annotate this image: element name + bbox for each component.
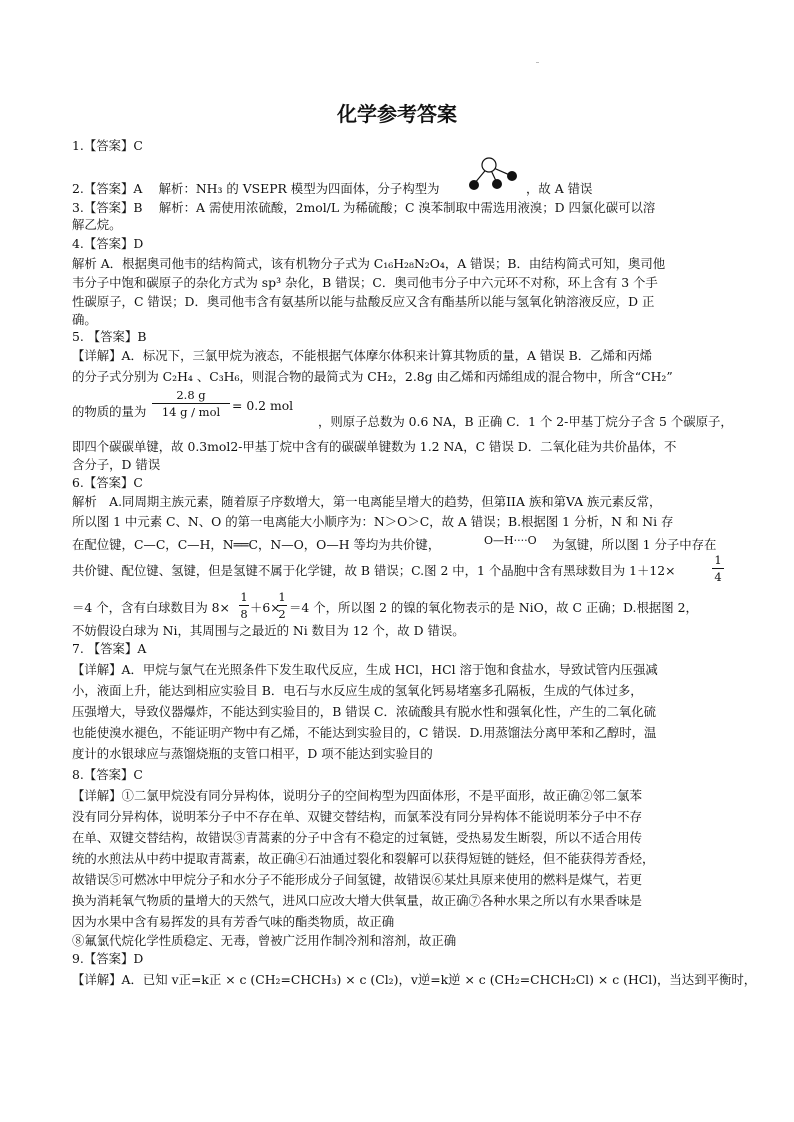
eighth-fraction	[239, 590, 249, 621]
answer-line: 在单、双键交替结构，故错误③青蒿素的分子中含有不稳定的过氧链，受热易发生断裂，所以不适合用传	[72, 830, 642, 845]
quarter-fraction	[712, 553, 724, 584]
answer-line: 统的水煎法从中药中提取青蒿素，故正确④石油通过裂化和裂解可以获得短链的链烃，但不能获得芳香烃，	[72, 851, 655, 866]
answer-line: 1.【答案】C	[72, 138, 143, 153]
answer-line: 故错误⑤可燃冰中甲烷分子和水分子不能形成分子间氢键，故错误⑥某灶具原来使用的燃料是煤气，若更	[72, 872, 642, 887]
answer-line: 7. 【答案】A	[72, 641, 147, 656]
answer-line: 性碳原子，C 错误；D．奥司他韦含有氨基所以能与盐酸反应又含有酯基所以能与氢氧化钠溶液反应，D 正	[72, 294, 655, 309]
answer-line: 压强增大，导致仪器爆炸，不能达到实验目的，B 错误 C．浓硫酸具有脱水性和强氧化性，产生的二氧化硫	[72, 704, 657, 719]
answer-line: 因为水果中含有易挥发的具有芳香气味的酯类物质，故正确	[72, 914, 395, 929]
bent-molecule-icon	[464, 156, 520, 196]
fraction-numerator: 1	[278, 590, 286, 604]
answer-line: 解析 A.同周期主族元素，随着原子序数增大，第一电离能呈增大的趋势，但第IIA 族和第VA 族元素反常，	[72, 494, 662, 509]
page-title: 化学参考答案	[337, 102, 457, 126]
scan-speck	[536, 62, 539, 63]
hydrogen-bond-label: O—H····O	[484, 534, 537, 547]
answer-line: 小，液面上升，能达到相应实验目 B．电石与水反应生成的氢氧化钙易堵塞多孔隔板，生成的气体过多，	[72, 683, 643, 698]
answer-line: ＋6×	[250, 600, 281, 615]
answer-line: ＝4 个，所以图 2 的镍的氧化物表示的是 NiO，故 C 正确；D.根据图 2，	[289, 600, 698, 615]
answer-line: 所以图 1 中元素 C、N、O 的第一电离能大小顺序为：N＞O＞C，故 A 错误；B.根据图 1 分析，N 和 Ni 存	[72, 514, 674, 529]
answer-line: 8.【答案】C	[72, 767, 143, 782]
fraction-numerator: 2.8 g	[176, 388, 206, 402]
answer-line: 不妨假设白球为 Ni，其周围与之最近的 Ni 数目为 12 个，故 D 错误。	[72, 623, 465, 638]
answer-line: 的分子式分别为 C₂H₄ 、C₃H₆，则混合物的最简式为 CH₂，2.8g 由乙烯和丙烯组成的混合物中，所含“CH₂”	[72, 369, 673, 384]
half-fraction	[277, 590, 287, 621]
answer-line: 2.【答案】A 解析：NH₃ 的 VSEPR 模型为四面体，分子构型为	[72, 181, 440, 196]
answer-line: 换为消耗氧气物质的量增大的天然气，进风口应改大增大供氧量，故正确⑦各种水果之所以有水果香味是	[72, 893, 642, 908]
answer-line: 含分子，D 错误	[72, 457, 161, 472]
answer-line: 没有同分异构体，说明苯分子中不存在单、双键交替结构，而氯苯没有同分异构体不能说明苯分子中不存	[72, 809, 642, 824]
answer-line: 也能使溴水褪色，不能证明产物中有乙烯，不能达到实验目的，C 错误．D.用蒸馏法分离甲苯和乙醇时，温	[72, 725, 657, 740]
answer-line: 为氢键，所以图 1 分子中存在	[552, 537, 717, 552]
answer-line: 【详解】A．甲烷与氯气在光照条件下发生取代反应，生成 HCl，HCl 溶于饱和食盐水，导致试管内压强减	[72, 662, 658, 677]
answer-line: 5. 【答案】B	[72, 329, 147, 344]
fraction-numerator: 1	[240, 590, 248, 604]
answer-line: ，故 A 错误	[526, 181, 593, 196]
answer-line: 即四个碳碳单键，故 0.3mol2-甲基丁烷中含有的碳碳单键数为 1.2 NA，C 错误 D．二氧化硅为共价晶体，不	[72, 439, 677, 454]
answer-line: 【详解】①二氯甲烷没有同分异构体，说明分子的空间构型为四面体形，不是平面形，故正确②邻二氯苯	[72, 788, 642, 803]
answer-line: 6.【答案】C	[72, 475, 143, 490]
answer-line: 4.【答案】D	[72, 236, 144, 251]
fraction-denominator: 14 g / mol	[161, 405, 221, 419]
answer-line: ＝4 个，含有白球数目为 8×	[72, 600, 230, 615]
fraction-denominator: 8	[240, 607, 248, 621]
mol-fraction	[152, 388, 230, 419]
answer-line: 韦分子中饱和碳原子的杂化方式为 sp³ 杂化，B 错误；C．奥司他韦分子中六元环不对称，环上含有 3 个手	[72, 275, 658, 290]
answer-line: 的物质的量为	[72, 404, 147, 419]
fraction-result: = 0.2 mol	[232, 398, 294, 413]
fraction-numerator: 1	[714, 553, 722, 567]
answer-line: ⑧氟氯代烷化学性质稳定、无毒，曾被广泛用作制冷剂和溶剂，故正确	[72, 933, 457, 948]
answer-line: 【详解】A．标况下，三氯甲烷为液态，不能根据气体摩尔体积来计算其物质的量，A 错误 B．乙烯和丙烯	[72, 348, 653, 363]
answer-line: 9.【答案】D	[72, 951, 144, 966]
answer-line: 解乙烷。	[72, 217, 122, 232]
answer-line: 在配位键，C—C，C—H，N══C，N—O，O—H 等均为共价键，	[72, 537, 441, 552]
answer-line: 共价键、配位键、氢键，但是氢键不属于化学键，故 B 错误；C.图 2 中，1 个晶胞中含有黑球数目为 1＋12×	[72, 563, 676, 578]
answer-line: 确。	[72, 312, 97, 327]
answer-line: 解析 A．根据奥司他韦的结构简式，该有机物分子式为 C₁₆H₂₈N₂O₄，A 错误；B．由结构简式可知，奥司他	[72, 256, 666, 271]
fraction-denominator: 4	[714, 570, 722, 584]
answer-line: ，则原子总数为 0.6 NA，B 正确 C．1 个 2-甲基丁烷分子含 5 个碳原子，	[318, 414, 733, 429]
answer-line: 【详解】A．已知 v正=k正 × c (CH₂=CHCH₃) × c (Cl₂)，v逆=k逆 × c (CH₂=CHCH₂Cl) × c (HCl)，当达到平衡时，	[72, 972, 757, 987]
answer-line: 度计的水银球应与蒸馏烧瓶的支管口相平，D 项不能达到实验目的	[72, 746, 433, 761]
answer-line: 3.【答案】B 解析：A 需使用浓硫酸，2mol/L 为稀硫酸；C 溴苯制取中需选用液溴；D 四氯化碳可以溶	[72, 200, 656, 215]
fraction-denominator: 2	[278, 607, 286, 621]
